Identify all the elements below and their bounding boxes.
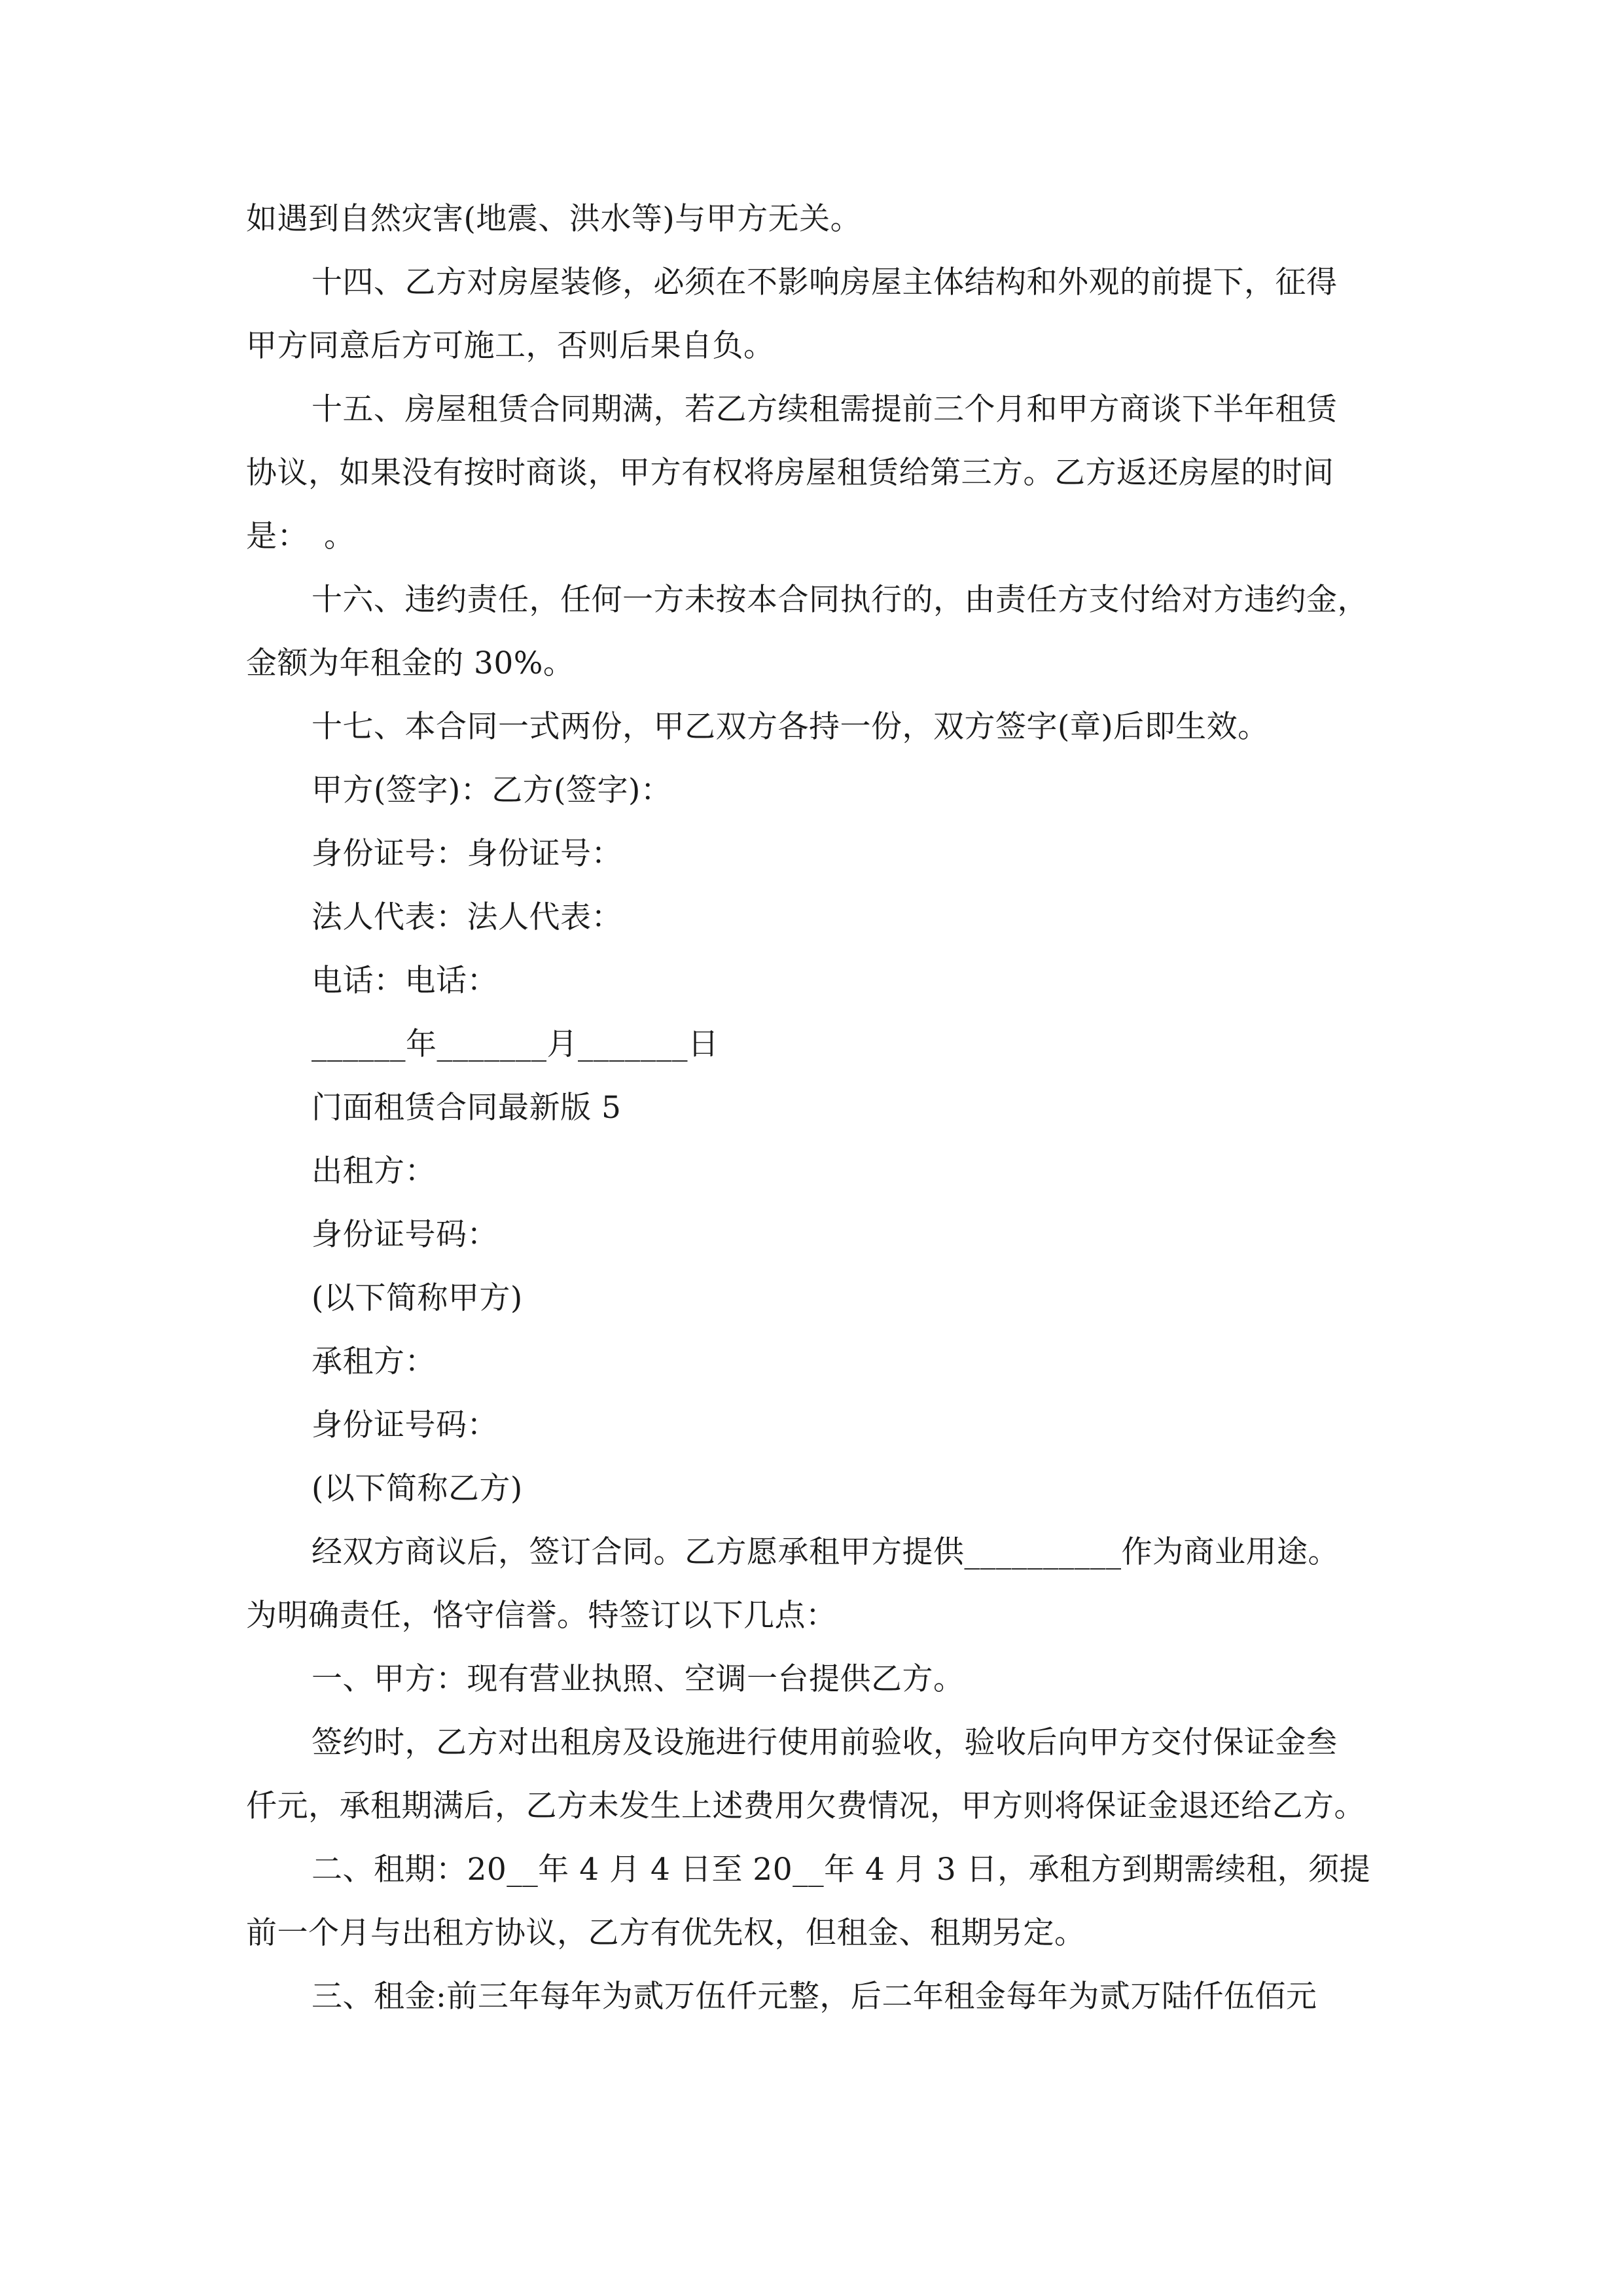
text-line: 出租方： bbox=[312, 1153, 436, 1189]
section-title: 门面租赁合同最新版 5 bbox=[312, 1090, 622, 1126]
text-line: 是： 。 bbox=[246, 518, 355, 554]
signature-line: 甲方(签字)：乙方(签字)： bbox=[312, 772, 672, 808]
id-line: 身份证号：身份证号： bbox=[312, 836, 622, 872]
text-line: 十六、违约责任，任何一方未按本合同执行的，由责任方支付给对方违约金， bbox=[312, 582, 1368, 618]
text-line: 三、租金:前三年每年为贰万伍仟元整，后二年租金每年为贰万陆仟伍佰元 bbox=[312, 1979, 1317, 2015]
text-line: 身份证号码： bbox=[312, 1407, 498, 1443]
text-line: 十五、房屋租赁合同期满，若乙方续租需提前三个月和甲方商谈下半年租赁 bbox=[312, 391, 1338, 427]
text-line: 金额为年租金的 30%。 bbox=[246, 645, 575, 681]
text-line: 甲方同意后方可施工，否则后果自负。 bbox=[246, 328, 775, 364]
text-line: 为明确责任，恪守信誉。特签订以下几点： bbox=[246, 1598, 837, 1634]
text-line: 前一个月与出租方协议，乙方有优先权，但租金、租期另定。 bbox=[246, 1915, 1086, 1951]
date-line: ______年_______月_______日 bbox=[312, 1026, 719, 1062]
text-line: 一、甲方：现有营业执照、空调一台提供乙方。 bbox=[312, 1661, 965, 1697]
text-line: (以下简称甲方) bbox=[312, 1280, 523, 1316]
text-line: 二、租期：20__年 4 月 4 日至 20__年 4 月 3 日，承租方到期需续租，须提 bbox=[312, 1852, 1371, 1888]
text-line: 如遇到自然灾害(地震、洪水等)与甲方无关。 bbox=[246, 201, 862, 237]
text-line: 协议，如果没有按时商谈，甲方有权将房屋租赁给第三方。乙方返还房屋的时间 bbox=[246, 455, 1334, 491]
text-line: 承租方： bbox=[312, 1344, 436, 1380]
text-line: (以下简称乙方) bbox=[312, 1471, 523, 1507]
text-line: 十七、本合同一式两份，甲乙双方各持一份，双方签字(章)后即生效。 bbox=[312, 709, 1269, 745]
text-line: 仟元，承租期满后，乙方未发生上述费用欠费情况，甲方则将保证金退还给乙方。 bbox=[246, 1788, 1365, 1824]
phone-line: 电话：电话： bbox=[312, 963, 498, 999]
legal-rep-line: 法人代表：法人代表： bbox=[312, 899, 622, 935]
text-line: 签约时，乙方对出租房及设施进行使用前验收，验收后向甲方交付保证金叁 bbox=[312, 1725, 1338, 1761]
text-line: 十四、乙方对房屋装修，必须在不影响房屋主体结构和外观的前提下，征得 bbox=[312, 264, 1338, 300]
text-line: 经双方商议后，签订合同。乙方愿承租甲方提供__________作为商业用途。 bbox=[312, 1534, 1339, 1570]
text-line: 身份证号码： bbox=[312, 1217, 498, 1253]
